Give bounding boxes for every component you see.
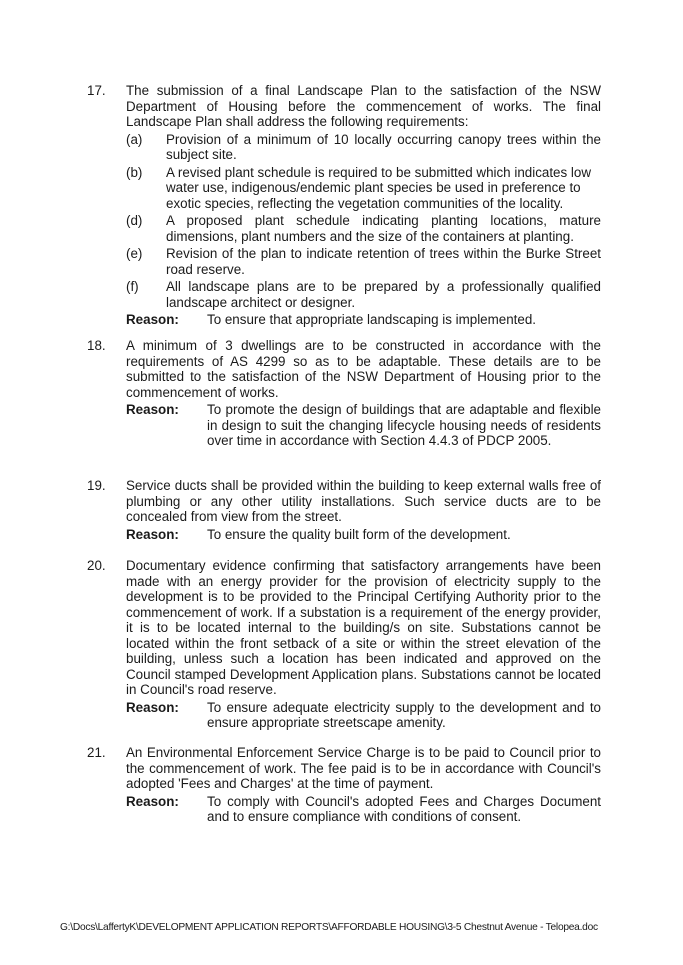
condition-number: 18. xyxy=(87,338,106,353)
reason-label: Reason: xyxy=(126,312,179,327)
subitem xyxy=(126,165,601,212)
reason-label: Reason: xyxy=(126,526,179,542)
subitem xyxy=(126,246,601,277)
condition-text: An Environmental Enforcement Service Charge is to be paid to Council prior to the commencement of work. The fee paid is to be in accordance with Council's adopted 'Fees and Charges' at the time of payment. xyxy=(126,745,601,791)
condition-body xyxy=(126,558,601,731)
subitem xyxy=(126,132,601,163)
subitem-list xyxy=(126,132,601,311)
reason-line xyxy=(126,402,601,449)
reason-label: Reason: xyxy=(126,699,179,715)
condition-number: 20. xyxy=(87,558,106,573)
reason-label: Reason: xyxy=(126,793,179,809)
subitem-label: (b) xyxy=(126,164,143,180)
subitem-text: A proposed plant schedule indicating planting locations, mature dimensions, plant numbers and the size of the containers at planting. xyxy=(166,213,601,244)
reason-line xyxy=(126,700,601,731)
condition-body xyxy=(126,745,601,825)
condition-text: Service ducts shall be provided within the building to keep external walls free of plumbing or any other utility installations. Such service ducts are to be concealed from view from the street. xyxy=(126,478,601,524)
condition-number: 19. xyxy=(87,478,106,493)
condition-text: Documentary evidence confirming that satisfactory arrangements have been made with an energy provider for the provision of electricity supply to the development is to be provided to the Principal Certifying Authority prior to the commencement of work. If a substation is a requirement of the energy provider, it is to be located internal to the building/s on site. Substations cannot be located within the front setback of a site or within the street elevation of the building, unless such a location has been indicated and approved on the Council stamped Development Application plans. Substations cannot be located in Council's road reserve. xyxy=(126,558,601,697)
reason-text: To promote the design of buildings that are adaptable and flexible in design to suit the changing lifecycle housing needs of residents over time in accordance with Section 4.4.3 of PDCP 2005. xyxy=(207,402,601,448)
condition-number: 21. xyxy=(87,745,106,760)
reason-text: To comply with Council's adopted Fees and Charges Document and to ensure compliance with conditions of consent. xyxy=(207,793,601,824)
reason-label: Reason: xyxy=(126,402,179,417)
subitem-label: (f) xyxy=(126,279,139,294)
subitem-text: Provision of a minimum of 10 locally occurring canopy trees within the subject site. xyxy=(166,131,601,162)
condition-number: 17. xyxy=(87,83,106,98)
subitem-text: All landscape plans are to be prepared by a professionally qualified landscape architect or designer. xyxy=(166,279,601,310)
condition-body xyxy=(126,338,601,449)
file-path-footer: G:\Docs\LaffertyK\DEVELOPMENT APPLICATION REPORTS\AFFORDABLE HOUSING\3-5 Chestnut Avenue - Telopea.doc xyxy=(60,922,598,933)
reason-text: To ensure adequate electricity supply to the development and to ensure appropriate streetscape amenity. xyxy=(207,699,601,730)
condition-text: The submission of a final Landscape Plan to the satisfaction of the NSW Department of Housing before the commencement of works. The final Landscape Plan shall address the following requirements: xyxy=(126,83,601,129)
condition-body xyxy=(126,83,601,328)
condition-text: A minimum of 3 dwellings are to be constructed in accordance with the requirements of AS 4299 so as to be adaptable. These details are to be submitted to the satisfaction of the NSW Department of Housing prior to the commencement of works. xyxy=(126,338,601,400)
reason-text: To ensure that appropriate landscaping is implemented. xyxy=(207,312,537,327)
reason-line xyxy=(126,794,601,825)
subitem-text: A revised plant schedule is required to be submitted which indicates low water use, indigenous/endemic plant species be used in preference to exotic species, reflecting the vegetation communities of the locality. xyxy=(166,164,592,211)
condition-body xyxy=(126,478,601,542)
reason-line xyxy=(126,312,601,328)
subitem xyxy=(126,279,601,310)
subitem xyxy=(126,213,601,244)
reason-line xyxy=(126,527,601,543)
subitem-label: (d) xyxy=(126,213,143,228)
subitem-text: Revision of the plan to indicate retention of trees within the Burke Street road reserve. xyxy=(166,246,601,277)
reason-text: To ensure the quality built form of the development. xyxy=(207,526,511,542)
subitem-label: (e) xyxy=(126,246,143,261)
subitem-label: (a) xyxy=(126,131,143,147)
